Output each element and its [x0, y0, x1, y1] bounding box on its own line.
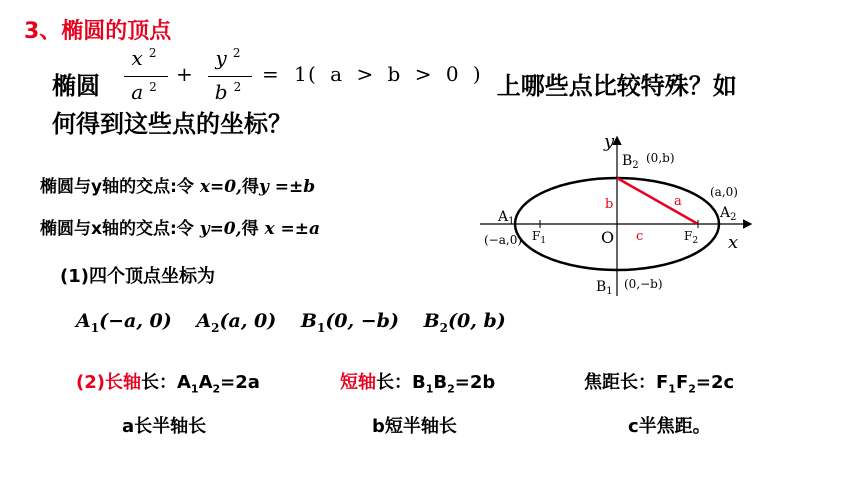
eq-a-denominator: a $^2$	[131, 80, 157, 104]
a1-label: $A_1$	[498, 209, 515, 227]
f1-label: $F_1$	[532, 229, 547, 246]
vertex-a2: $A_2(a$, 0)	[196, 310, 277, 335]
question-prefix: 椭圆	[52, 72, 100, 100]
semi-minor-desc: b短半轴长	[372, 416, 457, 437]
eq-b-denominator: b $^2$	[214, 80, 242, 104]
question-line-2: 何得到这些点的坐标？	[52, 110, 292, 138]
vertex-header: (1)四个顶点坐标为	[60, 266, 215, 287]
x-axis-intersection: 椭圆与x轴的交点:令 y=0,得 x =±a	[40, 219, 321, 239]
eq-plus: +	[176, 62, 193, 86]
vertex-b1: $B_1(0$, −b)	[300, 310, 399, 335]
question-suffix: 上哪些点比较特殊？如	[496, 72, 737, 100]
b2-coord: (0,b)	[646, 151, 675, 165]
semi-focal-desc: c半焦距。	[628, 416, 711, 437]
segment-a	[617, 178, 698, 224]
a1-coord: (−a,0)	[484, 233, 523, 247]
a2-label: $A_2$	[720, 205, 737, 223]
segment-c-label: c	[636, 229, 644, 244]
b2-label: $B_2$	[622, 153, 639, 171]
eq-y-numerator: y $^2$	[215, 46, 241, 70]
y-axis-label: y	[604, 131, 615, 152]
section-title: 3、椭圆的顶点	[24, 19, 172, 44]
origin-label: O	[601, 228, 615, 247]
semi-major-desc: a长半轴长	[122, 416, 207, 437]
eq-rhs: 1	[294, 62, 307, 86]
segment-b-label: b	[605, 197, 614, 212]
b1-label: $B_1$	[596, 279, 613, 297]
focal-length: 焦距长：$F_1F_2=2c$	[584, 372, 735, 396]
minor-axis-length: 短轴长：$B_1B_2=2b$	[340, 372, 496, 396]
x-axis-label: x	[728, 232, 739, 253]
a2-coord: (a,0)	[710, 185, 738, 199]
y-axis-intersection: 椭圆与y轴的交点:令 x=0,得y =±b	[40, 177, 316, 197]
f2-label: $F_2$	[684, 229, 699, 246]
segment-a-label: a	[674, 194, 682, 209]
major-axis-length: (2)长轴长：$A_1A_2=2a$	[76, 372, 260, 396]
vertex-a1: $A_1(-a$, 0)	[76, 310, 172, 335]
eq-equals: =	[262, 62, 279, 86]
eq-x-numerator: x $^2$	[131, 46, 157, 70]
vertex-b2: $B_2(0$, b)	[423, 310, 506, 335]
eq-condition: ( a > b > 0 )	[308, 62, 485, 86]
b1-coord: (0,−b)	[624, 277, 663, 291]
